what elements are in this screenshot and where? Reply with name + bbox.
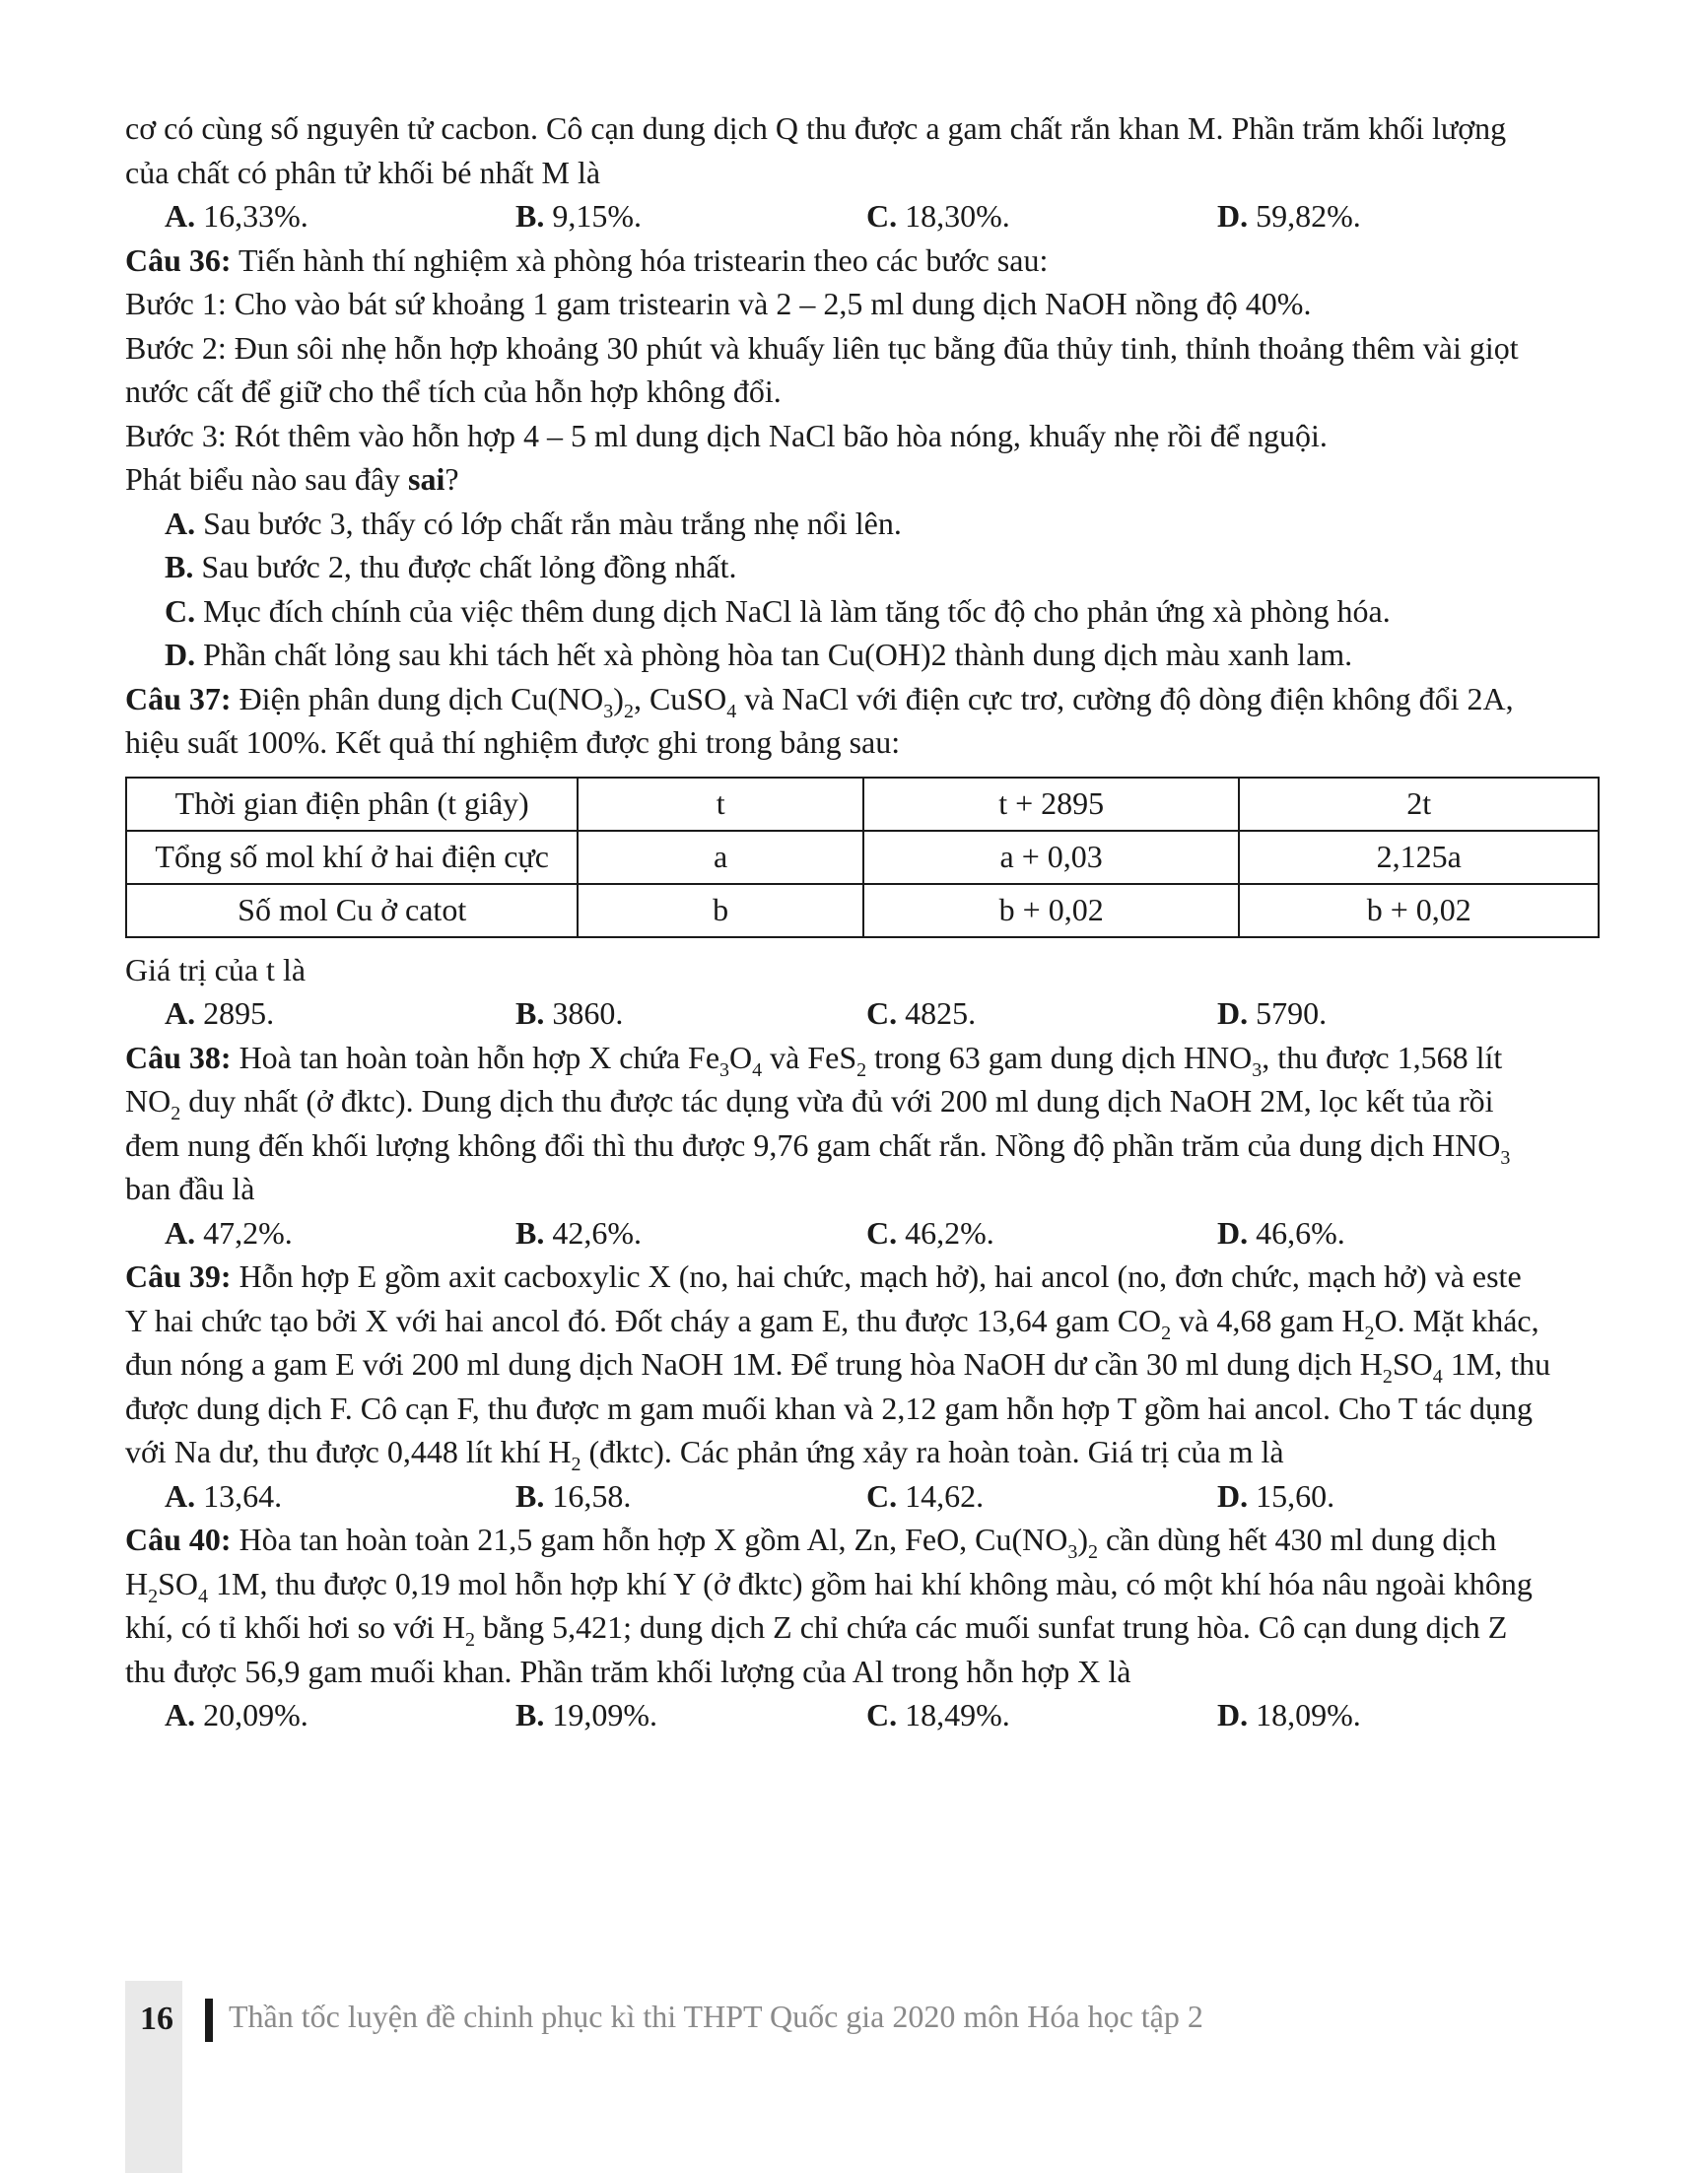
page-content <box>125 106 1600 1737</box>
option-d[interactable]: D. 46,6%. <box>1217 1214 1345 1251</box>
question-text: đem nung đến khối lượng không đổi thì thu được 9,76 gam chất rắn. Nồng độ phần trăm của dung dịch $HNO_3$ <box>125 1126 1511 1169</box>
option-d[interactable]: D. 5790. <box>1217 995 1328 1031</box>
question-text: Y hai chức tạo bởi X với hai ancol đó. Đốt cháy a gam E, thu được 13,64 gam $CO_2$ và 4,68 gam $H_2O$. Mặt khác, <box>125 1302 1539 1344</box>
table-cell: a + 0,03 <box>863 831 1239 884</box>
question-label: Câu 36: <box>125 241 232 278</box>
question-38 <box>125 1036 1600 1256</box>
table-cell: Thời gian điện phân (t giây) <box>126 778 578 831</box>
option-c[interactable]: C. 14,62. <box>866 1477 985 1514</box>
question-39 <box>125 1255 1600 1518</box>
option-c[interactable]: C. Mục đích chính của việc thêm dung dịch NaCl là làm tăng tốc độ cho phản ứng xà phòng hóa. <box>165 592 1391 629</box>
question-label: Câu 38: <box>125 1039 232 1075</box>
question-text: với Na dư, thu được 0,448 lít khí $H_2$ (đktc). Các phản ứng xảy ra hoàn toàn. Giá trị của m là <box>125 1434 1284 1475</box>
question-text: $NO_2$ duy nhất (ở đktc). Dung dịch thu được tác dụng vừa đủ với 200 ml dung dịch NaOH 2M, lọc kết tủa rồi <box>125 1083 1494 1124</box>
answer-options <box>125 1693 1600 1737</box>
option-b[interactable]: B. Sau bước 2, thu được chất lỏng đồng nhất. <box>165 549 737 584</box>
option-d[interactable]: D. 15,60. <box>1217 1477 1335 1514</box>
option-c[interactable]: C. 18,49%. <box>866 1697 1010 1732</box>
option-a[interactable]: A. 20,09%. <box>165 1697 308 1732</box>
table-cell: 2t <box>1239 778 1599 831</box>
option-b[interactable]: B. 9,15%. <box>515 198 642 234</box>
question-text: khí, có tỉ khối hơi so với $H_2$ bằng 5,421; dung dịch Z chỉ chứa các muối sunfat trung hòa. Cô cạn dung dịch Z <box>125 1609 1508 1651</box>
book-title: Thần tốc luyện đề chinh phục kì thi THPT Quốc gia 2020 môn Hóa học tập 2 <box>229 1999 1203 2034</box>
option-a[interactable]: A. 16,33%. <box>165 198 308 234</box>
option-a[interactable]: A. 2895. <box>165 995 275 1031</box>
question-prompt: Phát biểu nào sau đây sai? <box>125 461 459 497</box>
table-row <box>126 831 1599 884</box>
answer-options <box>125 991 1600 1036</box>
question-text: hiệu suất 100%. Kết quả thí nghiệm được ghi trong bảng sau: <box>125 724 901 760</box>
question-text: Câu 38: Hoà tan hoàn toàn hỗn hợp X chứa $Fe_3O_4$ và FeS$_2$ trong 63 gam dung dịch $HNO_3$, thu được 1,568 lít <box>125 1039 1503 1081</box>
step-1: Bước 1: Cho vào bát sứ khoảng 1 gam tristearin và 2 – 2,5 ml dung dịch NaOH nồng độ 40%. <box>125 286 1312 321</box>
option-c[interactable]: C. 46,2%. <box>866 1214 994 1251</box>
table-cell: 2,125a <box>1239 831 1599 884</box>
table-cell: Tổng số mol khí ở hai điện cực <box>126 831 578 884</box>
question-40 <box>125 1518 1600 1737</box>
question-text: của chất có phân tử khối bé nhất M là <box>125 154 601 190</box>
table-cell: b + 0,02 <box>1239 884 1599 937</box>
answer-options <box>125 1211 1600 1256</box>
step-2: Bước 2: Đun sôi nhẹ hỗn hợp khoảng 30 phút và khuấy liên tục bằng đũa thủy tinh, thỉnh thoảng thêm vài giọt <box>125 329 1519 366</box>
answer-options <box>125 1474 1600 1519</box>
table-cell: b <box>578 884 863 937</box>
question-text: đun nóng a gam E với 200 ml dung dịch NaOH 1M. Để trung hòa NaOH dư cần 30 ml dung dịch $H_2SO_4$ 1M, thu <box>125 1346 1551 1388</box>
footer-divider <box>205 1999 213 2042</box>
question-prompt: Giá trị của t là <box>125 951 307 987</box>
table-cell: Số mol Cu ở catot <box>126 884 578 937</box>
table-cell: t + 2895 <box>863 778 1239 831</box>
option-b[interactable]: B. 42,6%. <box>515 1214 642 1251</box>
electrolysis-table <box>125 777 1600 938</box>
question-text: Câu 37: Điện phân dung dịch $Cu(NO_3)_2$, CuSO$_4$ và NaCl với điện cực trơ, cường độ dòng điện không đổi 2A, <box>125 680 1514 722</box>
option-c[interactable]: C. 18,30%. <box>866 198 1010 234</box>
question-label: Câu 39: <box>125 1258 232 1294</box>
question-text: Câu 39: Hỗn hợp E gồm axit cacboxylic X (no, hai chức, mạch hở), hai ancol (no, đơn chức, mạch hở) và este <box>125 1258 1522 1294</box>
table-row <box>126 778 1599 831</box>
question-text: ban đầu là <box>125 1171 255 1206</box>
question-35 <box>125 106 1600 238</box>
table-cell: t <box>578 778 863 831</box>
question-text: thu được 56,9 gam muối khan. Phần trăm khối lượng của Al trong hỗn hợp X là <box>125 1653 1131 1689</box>
option-b[interactable]: B. 19,09%. <box>515 1697 657 1732</box>
question-label: Câu 37: <box>125 680 232 716</box>
question-36 <box>125 238 1600 677</box>
question-text: Câu 36: Tiến hành thí nghiệm xà phòng hóa tristearin theo các bước sau: <box>125 241 1049 278</box>
question-text: Câu 40: Hòa tan hoàn toàn 21,5 gam hỗn hợp X gồm Al, Zn, FeO, $Cu(NO_3)_2$ cần dùng hết 430 ml dung dịch <box>125 1522 1497 1563</box>
question-37 <box>125 677 1600 1036</box>
table-cell: b + 0,02 <box>863 884 1239 937</box>
question-text: được dung dịch F. Cô cạn F, thu được m gam muối khan và 2,12 gam hỗn hợp T gồm hai ancol. Cho T tác dụng <box>125 1390 1534 1426</box>
option-d[interactable]: D. 59,82%. <box>1217 198 1361 234</box>
option-b[interactable]: B. 16,58. <box>515 1477 632 1514</box>
question-text: $H_2SO_4$ 1M, thu được 0,19 mol hỗn hợp khí Y (ở đktc) gồm hai khí không màu, có một khí hóa nâu ngoài không <box>125 1565 1533 1607</box>
answer-options <box>125 194 1600 238</box>
option-d[interactable]: D. 18,09%. <box>1217 1697 1361 1732</box>
option-a[interactable]: A. 47,2%. <box>165 1214 293 1251</box>
step-3: Bước 3: Rót thêm vào hỗn hợp 4 – 5 ml dung dịch NaCl bão hòa nóng, khuấy nhẹ rồi để nguội. <box>125 417 1328 453</box>
option-b[interactable]: B. 3860. <box>515 995 624 1031</box>
table-row <box>126 884 1599 937</box>
option-c[interactable]: C. 4825. <box>866 995 977 1031</box>
option-d[interactable]: D. Phần chất lỏng sau khi tách hết xà phòng hòa tan Cu(OH)2 thành dung dịch màu xanh lam. <box>165 637 1353 672</box>
page-number: 16 <box>140 2001 173 2037</box>
question-text: cơ có cùng số nguyên tử cacbon. Cô cạn dung dịch Q thu được a gam chất rắn khan M. Phần trăm khối lượng <box>125 110 1507 146</box>
question-label: Câu 40: <box>125 1522 232 1557</box>
step-2-cont: nước cất để giữ cho thể tích của hỗn hợp không đổi. <box>125 373 782 409</box>
option-a[interactable]: A. 13,64. <box>165 1477 283 1514</box>
table-cell: a <box>578 831 863 884</box>
option-a[interactable]: A. Sau bước 3, thấy có lớp chất rắn màu trắng nhẹ nổi lên. <box>165 505 902 541</box>
